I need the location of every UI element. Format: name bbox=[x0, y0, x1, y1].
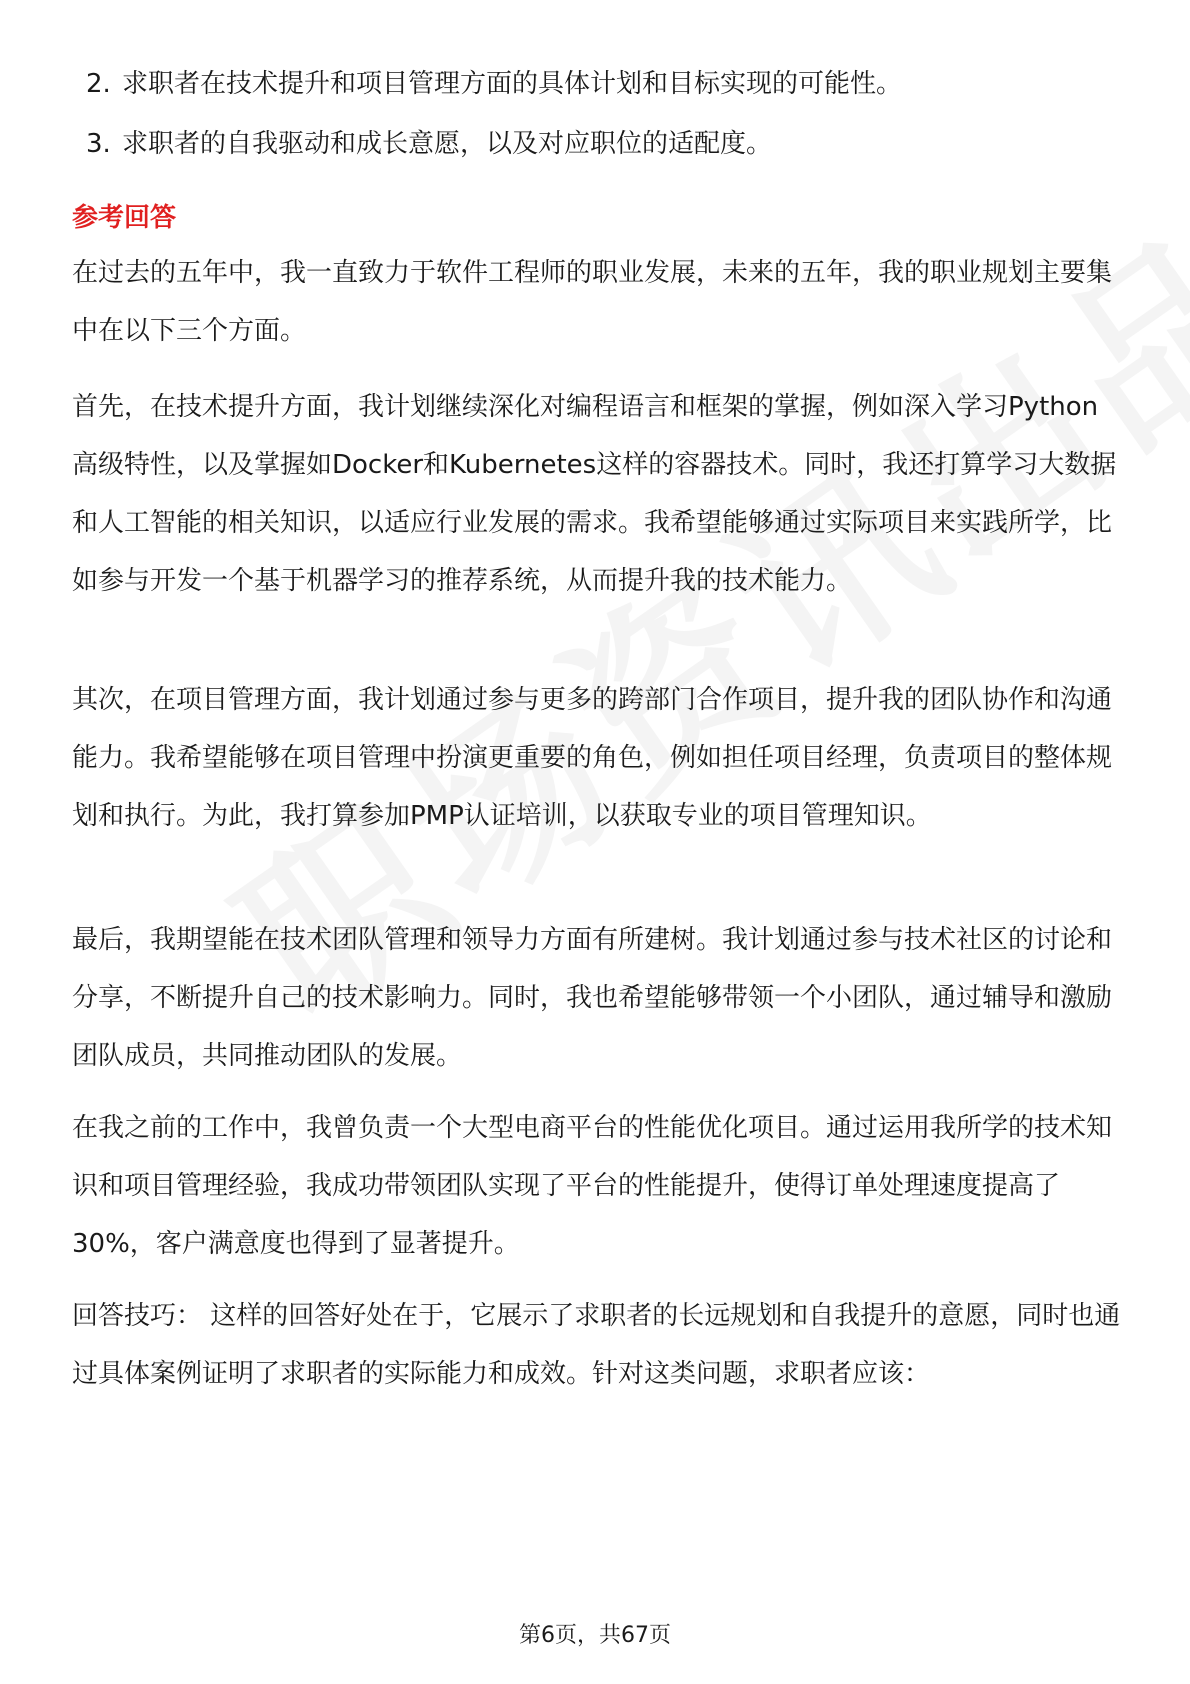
list-item-text: 求职者在技术提升和项目管理方面的具体计划和目标实现的可能性。 bbox=[122, 69, 903, 99]
list-item-text: 求职者的自我驱动和成长意愿，以及对应职位的适配度。 bbox=[122, 129, 773, 159]
list-item-number: 3. bbox=[86, 129, 111, 159]
list-item-number: 2. bbox=[86, 69, 111, 99]
paragraph: 回答技巧： 这样的回答好处在于，它展示了求职者的长远规划和自我提升的意愿，同时也通过具体案例证明了求职者的实际能力和成效。针对这类问题，求职者应该： bbox=[72, 1301, 1121, 1389]
page-footer: 第6页，共67页 bbox=[519, 1623, 671, 1648]
paragraph: 在我之前的工作中，我曾负责一个大型电商平台的性能优化项目。通过运用我所学的技术知识和项目管理经验，我成功带领团队实现了平台的性能提升，使得订单处理速度提高了30%，客户满意度也得到了显著提升。 bbox=[72, 1113, 1113, 1259]
numbered-list bbox=[86, 55, 1116, 175]
list-item bbox=[86, 55, 1116, 115]
paragraph: 首先，在技术提升方面，我计划继续深化对编程语言和框架的掌握，例如深入学习Python高级特性，以及掌握如Docker和Kubernetes这样的容器技术。同时，我还打算学习大数据和人工智能的相关知识，以适应行业发展的需求。我希望能够通过实际项目来实践所学，比如参与开发一个基于机器学习的推荐系统，从而提升我的技术能力。 bbox=[72, 392, 1117, 596]
paragraph: 最后，我期望能在技术团队管理和领导力方面有所建树。我计划通过参与技术社区的讨论和分享，不断提升自己的技术影响力。同时，我也希望能够带领一个小团队，通过辅导和激励团队成员，共同推动团队的发展。 bbox=[72, 925, 1113, 1071]
section-heading: 参考回答 bbox=[72, 203, 177, 233]
paragraph: 其次，在项目管理方面，我计划通过参与更多的跨部门合作项目，提升我的团队协作和沟通能力。我希望能够在项目管理中扮演更重要的角色，例如担任项目经理，负责项目的整体规划和执行。为此，我打算参加PMP认证培训，以获取专业的项目管理知识。 bbox=[72, 685, 1113, 831]
list-item bbox=[86, 115, 1116, 175]
paragraph: 在过去的五年中，我一直致力于软件工程师的职业发展，未来的五年，我的职业规划主要集中在以下三个方面。 bbox=[72, 258, 1113, 346]
